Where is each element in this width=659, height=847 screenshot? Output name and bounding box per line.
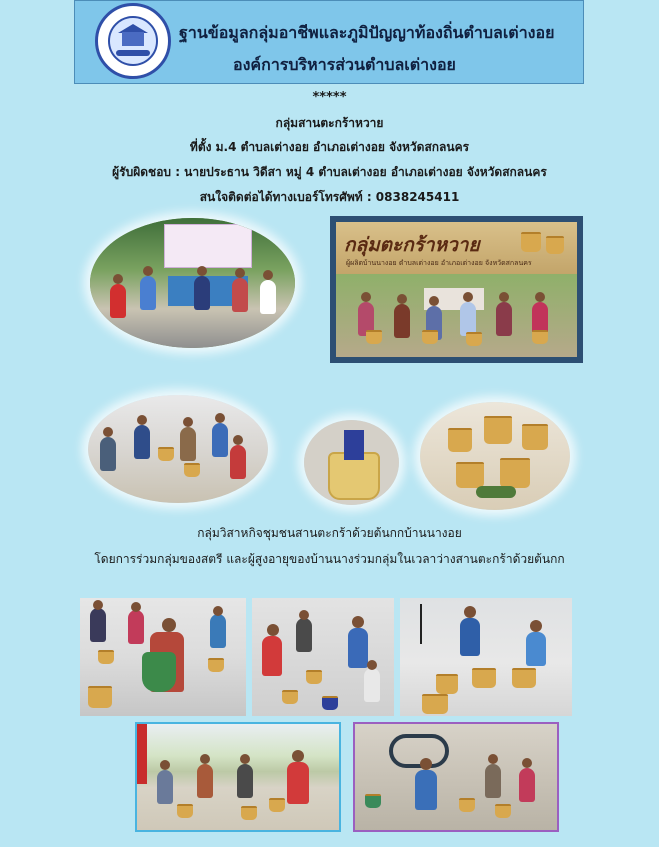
group-responsible: ผู้รับผิดชอบ : นายประธาน วิดีสา หมู่ 4 ตำบลเต่างอย อำเภอเต่างอย จังหวัดสกลนคร bbox=[112, 165, 547, 179]
basket-closeup-photo bbox=[304, 420, 399, 505]
page-subtitle: องค์การบริหารส่วนตำบลเต่างอย bbox=[233, 55, 456, 74]
page-title: ฐานข้อมูลกลุ่มอาชีพและภูมิปัญญาท้องถิ่นตำบลเต่างอย bbox=[179, 23, 555, 42]
weaving-activity-photo-2 bbox=[252, 598, 394, 716]
group-poster bbox=[330, 216, 583, 363]
group-name: กลุ่มสานตะกร้าหวาย bbox=[275, 116, 384, 130]
weaving-activity-photo-1 bbox=[80, 598, 246, 716]
description-line-1: กลุ่มวิสาหกิจชุมชนสานตะกร้าด้วยต้นกกบ้านนางอย bbox=[197, 526, 462, 540]
separator: ***** bbox=[312, 90, 347, 105]
page-header bbox=[74, 0, 584, 84]
outdoor-weaving-photo bbox=[135, 722, 341, 832]
weaving-group-oval-photo bbox=[88, 395, 268, 503]
indoor-weaving-photo bbox=[353, 722, 559, 832]
baskets-display-photo bbox=[420, 402, 570, 510]
weaving-activity-photo-3 bbox=[400, 598, 572, 716]
organization-seal-icon bbox=[95, 3, 171, 79]
poster-title: กลุ่มตะกร้าหวาย bbox=[344, 234, 480, 256]
group-contact: สนใจติดต่อได้ทางเบอร์โทรศัพท์ : 0838245411 bbox=[199, 190, 460, 204]
poster-subtitle: ผู้ผลิตบ้านนางอย ตำบลเต่างอย อำเภอเต่างอย จังหวัดสกลนคร bbox=[346, 259, 532, 267]
group-location: ที่ตั้ง ม.4 ตำบลเต่างอย อำเภอเต่างอย จังหวัดสกลนคร bbox=[189, 140, 470, 154]
description-line-2: โดยการร่วมกลุ่มของสตรี และผู้สูงอายุของบ้านนางร่วมกลุ่มในเวลาว่างสานตะกร้าด้วยต้นกก bbox=[94, 552, 565, 566]
group-meeting-photo bbox=[90, 218, 295, 348]
